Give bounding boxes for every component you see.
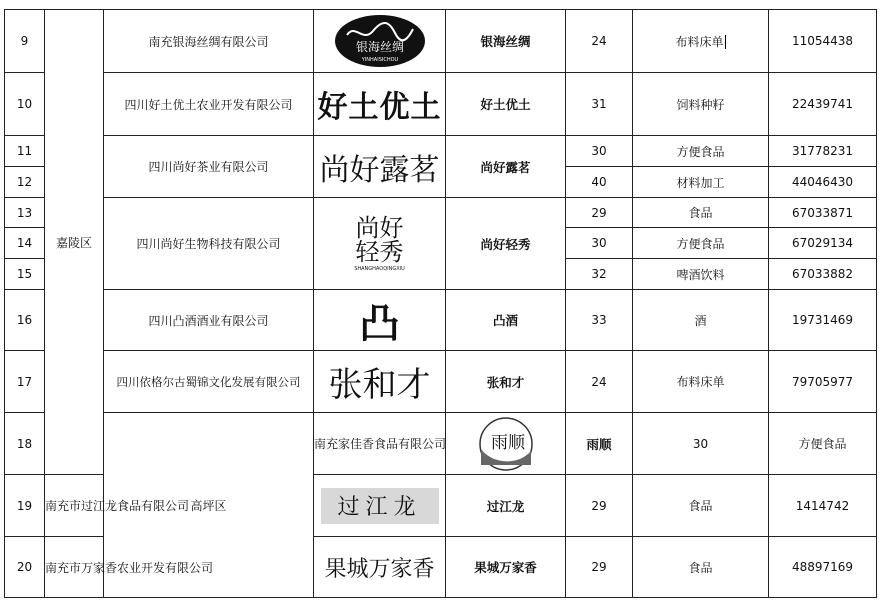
table-row <box>5 413 877 475</box>
goods-category: 材料加工 <box>633 167 769 198</box>
registration-number: 44046430 <box>769 167 877 198</box>
goods-category: 饲料种籽 <box>633 73 769 136</box>
goods-category: 食品 <box>633 537 769 598</box>
class-number: 29 <box>566 198 633 228</box>
row-number: 16 <box>5 290 45 351</box>
company-name: 南充家佳香食品有限公司 <box>314 413 446 475</box>
logo-haotu: 好土优土 <box>317 90 442 125</box>
logo-cell <box>314 351 446 413</box>
logo-subtext: YINHAISICHOU <box>361 57 398 63</box>
table-row <box>5 198 877 228</box>
brand-name: 尚好露茗 <box>446 136 566 198</box>
registration-number: 67033882 <box>769 259 877 290</box>
table-row <box>5 10 877 73</box>
logo-yinhai <box>314 13 445 69</box>
logo-guojianglong: 过江龙 <box>314 488 445 524</box>
goods-category: 酒 <box>633 290 769 351</box>
logo-cell <box>446 413 566 475</box>
class-number: 30 <box>566 136 633 167</box>
brand-name: 尚好轻秀 <box>446 198 566 290</box>
row-number: 13 <box>5 198 45 228</box>
logo-tujiu: 凸 <box>359 300 400 347</box>
company-name: 四川凸酒酒业有限公司 <box>104 290 314 351</box>
brand-name: 张和才 <box>446 351 566 413</box>
company-name: 四川依格尔古蜀锦文化发展有限公司 <box>104 351 314 413</box>
logo-shanghao-qingxiu: 尚好 轻秀 SHANGHAOQINGXIU <box>354 213 405 272</box>
registration-number: 67029134 <box>769 228 877 259</box>
registration-number: 11054438 <box>769 10 877 73</box>
class-number: 30 <box>566 228 633 259</box>
brand-name: 果城万家香 <box>446 537 566 598</box>
text-cursor <box>725 35 726 49</box>
class-number: 40 <box>566 167 633 198</box>
row-number: 20 <box>5 537 45 598</box>
registration-number: 31778231 <box>769 136 877 167</box>
brand-name: 凸酒 <box>446 290 566 351</box>
company-name: 南充市万家香农业开发有限公司 <box>45 537 104 598</box>
logo-cell <box>314 198 446 290</box>
company-name: 四川尚好生物科技有限公司 <box>104 198 314 290</box>
logo-cell <box>314 73 446 136</box>
class-number: 24 <box>566 351 633 413</box>
logo-text: 银海丝绸 <box>355 40 404 54</box>
table-row <box>5 290 877 351</box>
row-number: 17 <box>5 351 45 413</box>
row-number: 9 <box>5 10 45 73</box>
class-number: 30 <box>633 413 769 475</box>
goods-category: 食品 <box>633 475 769 537</box>
brand-name: 好土优土 <box>446 73 566 136</box>
class-number: 29 <box>566 475 633 537</box>
registration-number: 67033871 <box>769 198 877 228</box>
company-name: 四川好土优土农业开发有限公司 <box>104 73 314 136</box>
registration-number: 48897169 <box>769 537 877 598</box>
district-cell: 高坪区 <box>104 413 314 598</box>
logo-cell <box>314 10 446 73</box>
logo-guocheng-wanjiaxiang: 果城万家香 <box>324 556 435 582</box>
district-cell: 嘉陵区 <box>45 10 104 475</box>
brand-name: 雨顺 <box>566 413 633 475</box>
registration-number: 79705977 <box>769 351 877 413</box>
goods-category: 啤酒饮料 <box>633 259 769 290</box>
company-name: 四川尚好茶业有限公司 <box>104 136 314 198</box>
registration-number: 22439741 <box>769 73 877 136</box>
logo-zhanghecai: 张和才 <box>328 365 431 405</box>
table-row <box>5 136 877 167</box>
row-number: 14 <box>5 228 45 259</box>
row-number: 11 <box>5 136 45 167</box>
logo-cell <box>314 475 446 537</box>
registration-number: 1414742 <box>769 475 877 537</box>
class-number: 29 <box>566 537 633 598</box>
logo-cell <box>314 537 446 598</box>
goods-category: 布料床单 <box>633 10 769 73</box>
row-number: 12 <box>5 167 45 198</box>
brand-name: 银海丝绸 <box>446 10 566 73</box>
company-name: 南充市过江龙食品有限公司 <box>45 475 104 537</box>
goods-category: 方便食品 <box>769 413 877 475</box>
logo-shanghao-luming: 尚好露茗 <box>319 152 440 188</box>
table-row <box>5 351 877 413</box>
logo-cell <box>314 136 446 198</box>
goods-category: 布料床单 <box>633 351 769 413</box>
row-number: 18 <box>5 413 45 475</box>
goods-category: 方便食品 <box>633 228 769 259</box>
company-name: 南充银海丝绸有限公司 <box>104 10 314 73</box>
row-number: 19 <box>5 475 45 537</box>
registration-number: 19731469 <box>769 290 877 351</box>
class-number: 32 <box>566 259 633 290</box>
goods-category: 方便食品 <box>633 136 769 167</box>
goods-category: 食品 <box>633 198 769 228</box>
class-number: 31 <box>566 73 633 136</box>
class-number: 33 <box>566 290 633 351</box>
logo-cell <box>314 290 446 351</box>
logo-text: 雨顺 <box>490 432 525 453</box>
row-number: 10 <box>5 73 45 136</box>
class-number: 24 <box>566 10 633 73</box>
row-number: 15 <box>5 259 45 290</box>
table-row <box>5 73 877 136</box>
trademark-table <box>4 9 877 598</box>
logo-yushun <box>446 415 565 473</box>
brand-name: 过江龙 <box>446 475 566 537</box>
